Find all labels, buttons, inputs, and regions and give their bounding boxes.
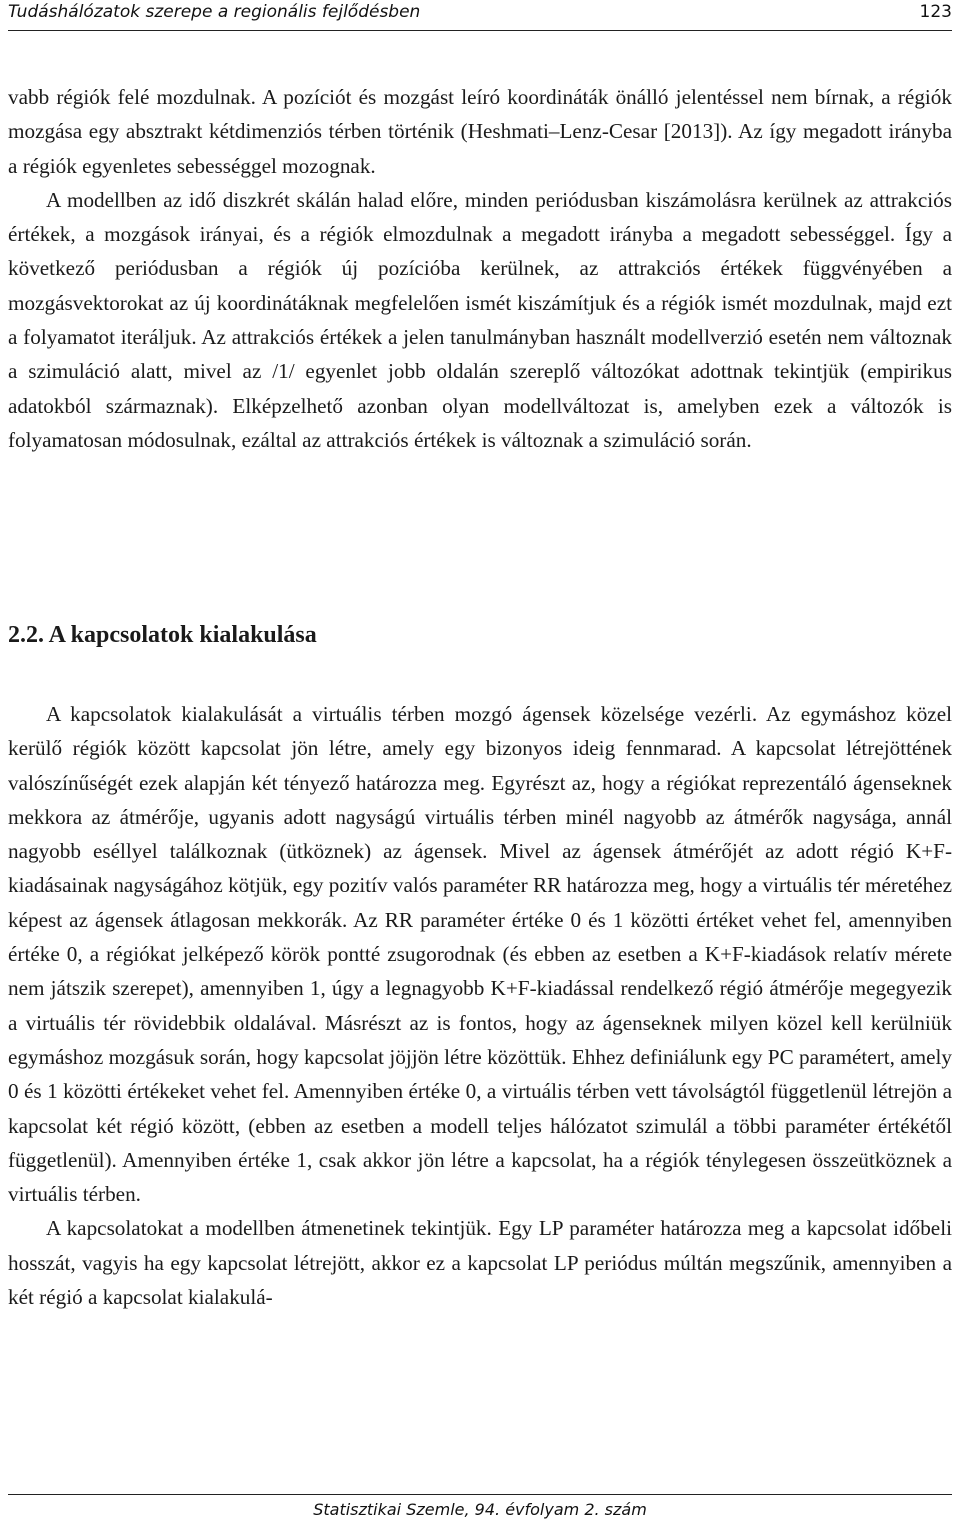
running-title: Tudáshálózatok szerepe a regionális fejlődésben bbox=[8, 2, 421, 22]
header-rule bbox=[8, 30, 952, 31]
journal-footer: Statisztikai Szemle, 94. évfolyam 2. szám bbox=[313, 1500, 647, 1519]
paragraph-connections: A kapcsolatok kialakulását a virtuális térben mozgó ágensek közelsége vezérli. Az egymáshoz közel kerülő régiók között kapcsolat jön létre, amely egy bizonyos ideig fennmarad. A kapcsolat létrejöttének valószínűségét ezek alapján két tényező határozza meg. Egyrészt az, hogy a régiókat reprezentáló ágenseknek mekkora az átmérője, ugyanis adott nagyságú virtuális térben minél nagyobb az átmérők nagysága, annál nagyobb eséllyel találkoznak (ütköznek) az ágensek. Mivel az ágensek átmérőjét az adott régió K+F-kiadásainak nagyságához kötjük, egy pozitív valós paraméter RR határozza meg, hogy a virtuális tér méretéhez képest az ágensek átlagosan mekkorák. Az RR paraméter értéke 0 és 1 közötti értéket vehet fel, amennyiben értéke 0, a régiókat jelképező körök pontté zsugorodnak (és ebben az esetben a K+F-kiadások relatív mérete nem játszik szerepet), amennyiben 1, úgy a legnagyobb K+F-kiadással rendelkező régió átmérője megegyezik a virtuális tér rövidebbik oldalával. Másrészt az is fontos, hogy az ágenseknek milyen közel kell kerülniük egymáshoz mozgásuk során, hogy kapcsolat jöjjön létre közöttük. Ehhez definiálunk egy PC paramétert, amely 0 és 1 közötti értékeket vehet fel. Amennyiben értéke 0, a virtuális térben vett távolságtól függetlenül létrejön a kapcsolat két régió között, (ebben az esetben a modell teljes hálózatot szimulál a többi paraméter értékétől függetlenül). Amennyiben értéke 1, csak akkor jön létre a kapcsolat, ha a régiók ténylegesen összeütköznek a virtuális térben. bbox=[8, 702, 952, 1207]
page-number: 123 bbox=[919, 2, 952, 22]
paragraph-model-time: A modellben az idő diszkrét skálán halad előre, minden periódusban kiszámolásra kerülnek az attrakciós értékek, a mozgások irányai, és a régiók elmozdulnak a megadott irányba a megadott sebességgel. Így a következő periódusban a régiók új pozícióba kerülnek, az attrakciós értékek függvényében a mozgásvektorokat az új koordinátáknak megfelelően ismét kiszámítjuk és a régiók ismét mozdulnak, majd ezt a folyamatot iteráljuk. Az attrakciós értékek a jelen tanulmányban használt modellverzió esetén nem változnak a szimuláció alatt, mivel az /1/ egyenlet jobb oldalán szereplő változókat adottnak tekintjük (empirikus adatokból származnak). Elképzelhető azonban olyan modellváltozat is, amelyben ezek a változók is folyamatosan módosulnak, ezáltal az attrakciós értékek is változnak a szimuláció során. bbox=[8, 187, 952, 452]
body-text-top bbox=[8, 80, 952, 457]
body-text-bottom bbox=[8, 697, 952, 1314]
paragraph-transient-links: A kapcsolatokat a modellben átmenetinek tekintjük. Egy LP paraméter határozza meg a kapcsolat időbeli hosszát, vagyis ha egy kapcsolat létrejött, akkor ez a kapcsolat LP periódus múltán megszűnik, amennyiben a két régió a kapcsolat kialakulá- bbox=[8, 1216, 952, 1310]
paragraph-continuation: vabb régiók felé mozdulnak. A pozíciót és mozgást leíró koordináták önálló jelentéssel nem bírnak, a régiók mozgása egy absztrakt kétdimenziós térben történik (Heshmati–Lenz-Cesar [2013]). Az így megadott irányba a régiók egyenletes sebességgel mozognak. bbox=[8, 85, 952, 178]
section-heading: 2.2. A kapcsolatok kialakulása bbox=[8, 622, 317, 648]
footer-rule bbox=[8, 1494, 952, 1495]
running-header bbox=[8, 2, 952, 28]
